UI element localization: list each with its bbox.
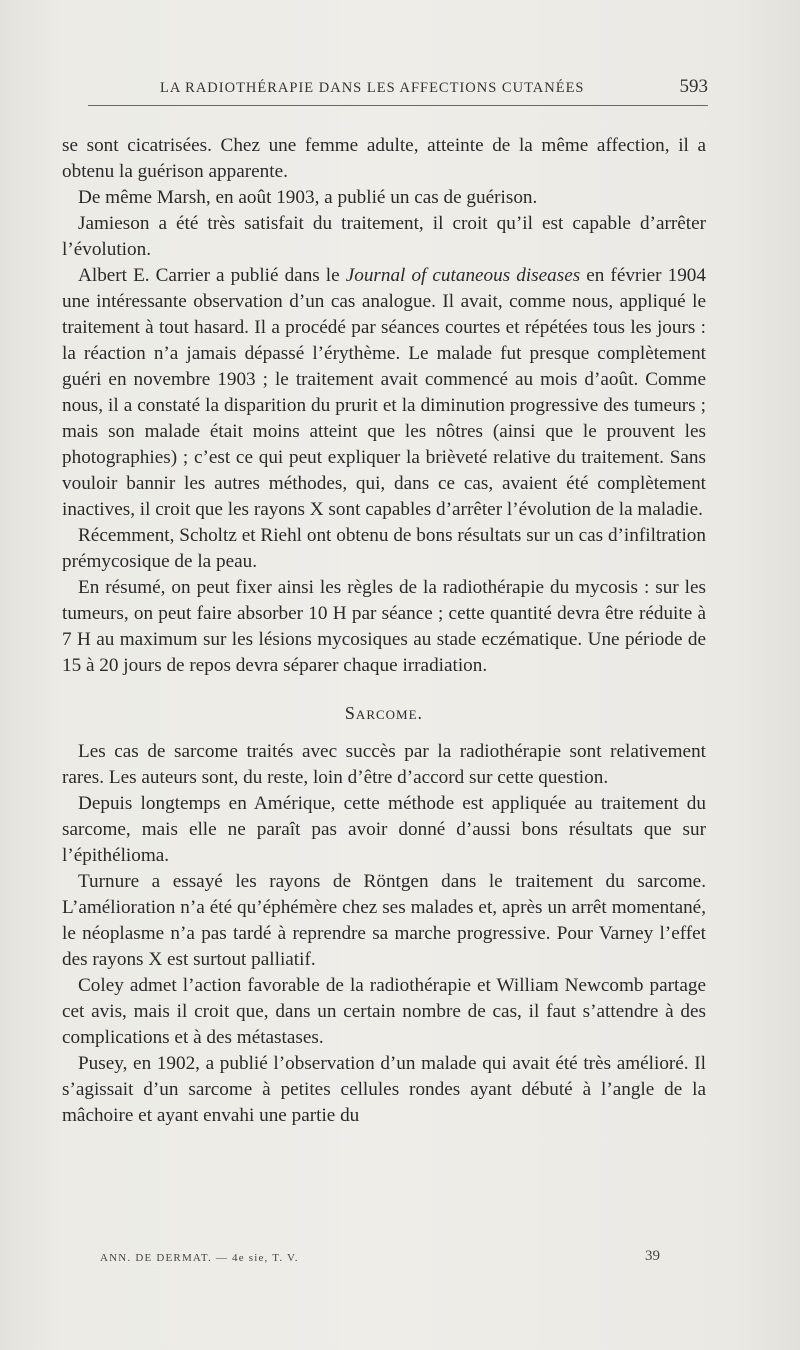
paragraph: Les cas de sarcome traités avec succès par la radiothérapie sont relativement rares. Les auteurs sont, du reste, loin d’être d’accord sur cette question. — [62, 741, 706, 788]
paragraph: Coley admet l’action favorable de la radiothérapie et William Newcomb partage cet avis, mais il croit que, dans un certain nombre de cas, il faut s’attendre à des complications et à des métastases. — [62, 975, 706, 1048]
paragraph-text: Albert E. Carrier a publié dans le — [78, 265, 346, 286]
body-text — [62, 133, 706, 1129]
paragraph: En résumé, on peut fixer ainsi les règles de la radiothérapie du mycosis : sur les tumeurs, on peut faire absorber 10 H par séance ; cette quantité devra être réduite à 7 H au maximum sur les lésions mycosiques au stade eczématique. Une période de 15 à 20 jours de repos devra séparer chaque irradiation. — [62, 577, 706, 676]
page-footer — [100, 1248, 660, 1270]
sheet-number: 39 — [645, 1248, 660, 1264]
paragraph: Turnure a essayé les rayons de Röntgen dans le traitement du sarcome. L’amélioration n’a été qu’éphémère chez ses malades et, après un arrêt momentané, le néoplasme n’a pas tardé à reprendre sa marche progressive. Pour Varney l’effet des rayons X est surtout palliatif. — [62, 871, 706, 970]
paragraph: Depuis longtemps en Amérique, cette méthode est appliquée au traitement du sarcome, mais elle ne paraît pas avoir donné d’aussi bons résultats que sur l’épithélioma. — [62, 793, 706, 866]
page-number: 593 — [679, 76, 708, 97]
paragraph: De même Marsh, en août 1903, a publié un cas de guérison. — [78, 187, 538, 208]
printer-signature: ANN. DE DERMAT. — 4e sie, T. V. — [100, 1252, 299, 1264]
page-header — [88, 76, 708, 104]
paragraph: Pusey, en 1902, a publié l’observation d’un malade qui avait été très amélioré. Il s’agissait d’un sarcome à petites cellules rondes ayant débuté à l’angle de la mâchoire et ayant envahi une partie du — [62, 1053, 706, 1126]
header-rule — [88, 105, 708, 106]
section-heading: Sarcome. — [344, 703, 424, 723]
journal-title: Journal of cutaneous diseases — [345, 265, 581, 286]
paragraph-carrier — [62, 263, 706, 523]
paragraph-text: en février 1904 une intéressante observation d’un cas analogue. Il avait, comme nous, appliqué le traitement à tout hasard. Il a procédé par séances courtes et répétées tous les jours : la réaction n’a jamais dépassé l’érythème. Le malade fut presque complètement guéri en novembre 1903 ; le traitement avait commencé au mois d’août. Comme nous, il a constaté la disparition du prurit et la diminution progressive des tumeurs ; mais son malade était moins atteint que les nôtres (ainsi que le prouvent les photographies) ; c’est ce qui peut expliquer la brièveté relative du traitement. Sans vouloir bannir les autres méthodes, qui, dans ce cas, avaient été complètement inactives, il croit que les rayons X sont capables d’arrêter l’évolution de la maladie. — [62, 265, 706, 520]
paragraph: Récemment, Scholtz et Riehl ont obtenu de bons résultats sur un cas d’infiltration prémycosique de la peau. — [62, 525, 706, 572]
running-head: LA RADIOTHÉRAPIE DANS LES AFFECTIONS CUTANÉES — [160, 80, 585, 96]
paragraph: se sont cicatrisées. Chez une femme adulte, atteinte de la même affection, il a obtenu la guérison apparente. — [62, 135, 706, 182]
paragraph: Jamieson a été très satisfait du traitement, il croit qu’il est capable d’arrêter l’évolution. — [62, 213, 706, 260]
